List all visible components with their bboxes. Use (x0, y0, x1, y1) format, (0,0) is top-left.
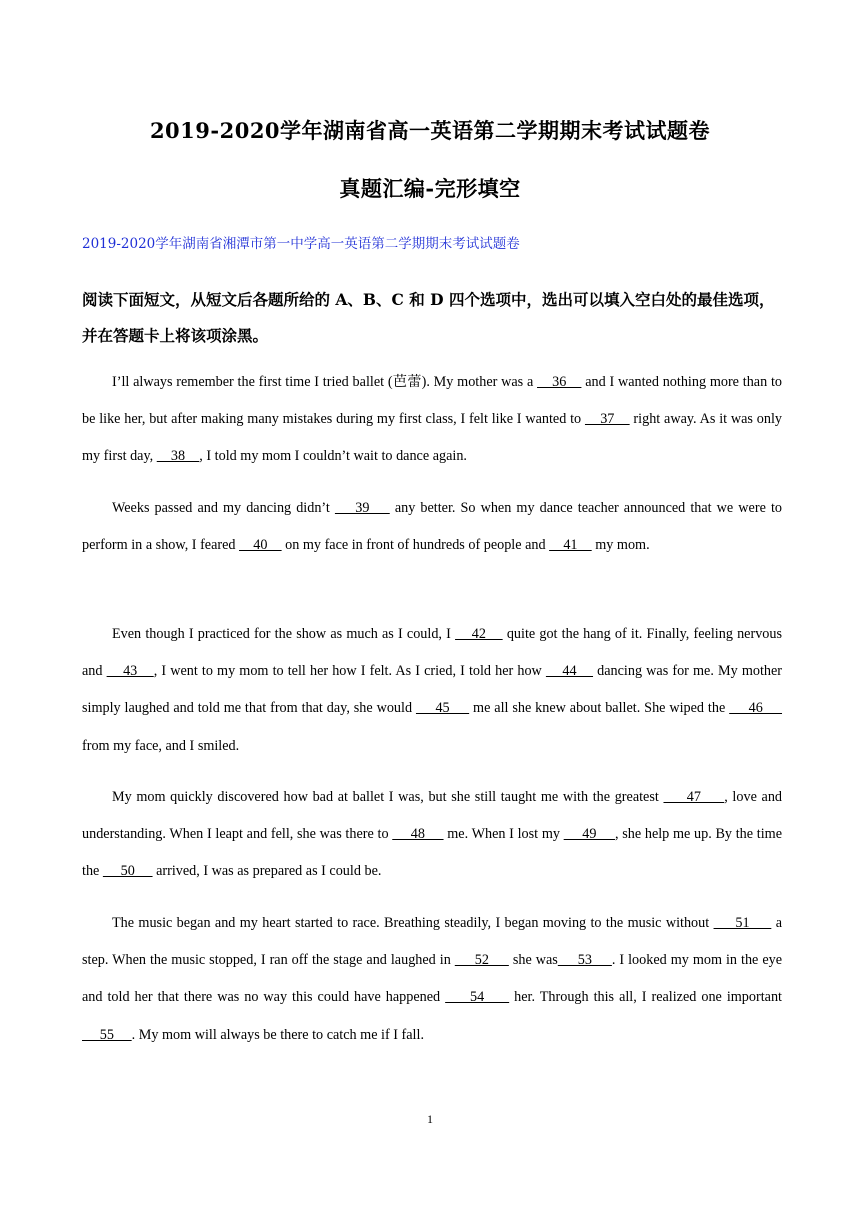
text: arrived, I was as prepared as I could be. (152, 863, 382, 880)
text: from my face, and I smiled. (82, 737, 240, 754)
text: my mom. (591, 537, 650, 554)
paragraph-5 (82, 905, 782, 1054)
text: Even though I practiced for the show as much as I could, I (112, 626, 456, 642)
blank-52: 52 (454, 952, 509, 969)
blank-39: 39 (334, 500, 390, 516)
source-line: 2019-2020学年湖南省湘潭市第一中学高一英语第二学期期末考试试题卷 (82, 236, 520, 252)
blank-50: 50 (102, 863, 153, 880)
blank-54: 54 (445, 989, 510, 1006)
blank-44: 44 (545, 663, 594, 680)
blank-40: 40 (239, 537, 282, 554)
text: on my face in front of hundreds of people and (281, 537, 550, 554)
paragraph-3 (82, 616, 782, 765)
text: she was (508, 952, 558, 969)
text: , I told my mom I couldn’t wait to dance again. (199, 448, 467, 465)
page-number: 1 (427, 1112, 433, 1126)
blank-46: 46 (729, 700, 783, 717)
blank-37: 37 (584, 411, 630, 428)
text: , she help me up. By the time the (82, 826, 782, 880)
text: right away. As it was only my first day, (82, 411, 782, 465)
blank-42: 42 (455, 626, 503, 642)
text: me all she knew about ballet. She wiped the (469, 700, 730, 717)
text: a step. When the music stopped, I ran off the stage and laughed in (82, 915, 782, 969)
blank-43: 43 (106, 663, 154, 680)
blank-55: 55 (82, 1026, 132, 1043)
text: . I looked my mom in the eye and told her that there was no way this could have happened (82, 952, 783, 1006)
text: My mom quickly discovered how bad at ballet I was, but she still taught me with the greatest (112, 789, 664, 805)
document-subtitle: 真题汇编-完形填空 (339, 176, 521, 201)
paragraph-2 (82, 490, 782, 564)
blank-48: 48 (392, 826, 444, 843)
text: Weeks passed and my dancing didn’t (112, 500, 335, 516)
instruction-text: 阅读下面短文，从短文后各题所给的 A、B、C 和 D 四个选项中，选出可以填入空白处的最佳选项，并在答题卡上将该项涂黑。 (82, 290, 775, 345)
document-title: 2019-2020学年湖南省高一英语第二学期期末考试试题卷 (149, 118, 711, 143)
blank-51: 51 (713, 915, 772, 931)
blank-53: 53 (557, 952, 612, 969)
paragraph-1 (82, 364, 782, 476)
text: , I went to my mom to tell her how I felt. As I cried, I told her how (153, 663, 546, 680)
text: I’ll always remember the first time I tried ballet (芭蕾). My mother was a (112, 374, 538, 390)
text: her. Through this all, I realized one important (509, 989, 782, 1006)
blank-49: 49 (563, 826, 615, 843)
paragraph-4 (82, 779, 782, 891)
blank-36: 36 (537, 374, 582, 390)
blank-41: 41 (549, 537, 592, 554)
blank-38: 38 (156, 448, 200, 465)
text: . My mom will always be there to catch me if I fall. (131, 1026, 424, 1043)
blank-47: 47 (663, 789, 725, 805)
text: quite got the hang of it. Finally, feeling nervous and (82, 626, 783, 680)
blank-45: 45 (415, 700, 470, 717)
text: me. When I lost my (443, 826, 564, 843)
text: any better. So when my dance teacher announced that we were to perform in a show, I feared (82, 500, 782, 554)
text: The music began and my heart started to race. Breathing steadily, I began moving to the music without (112, 915, 714, 931)
text: and I wanted nothing more than to be like her, but after making many mistakes during my first class, I felt like I wanted to (82, 374, 782, 428)
text: , love and understanding. When I leapt and fell, she was there to (82, 789, 783, 843)
text: dancing was for me. My mother simply laughed and told me that from that day, she would (82, 663, 783, 717)
